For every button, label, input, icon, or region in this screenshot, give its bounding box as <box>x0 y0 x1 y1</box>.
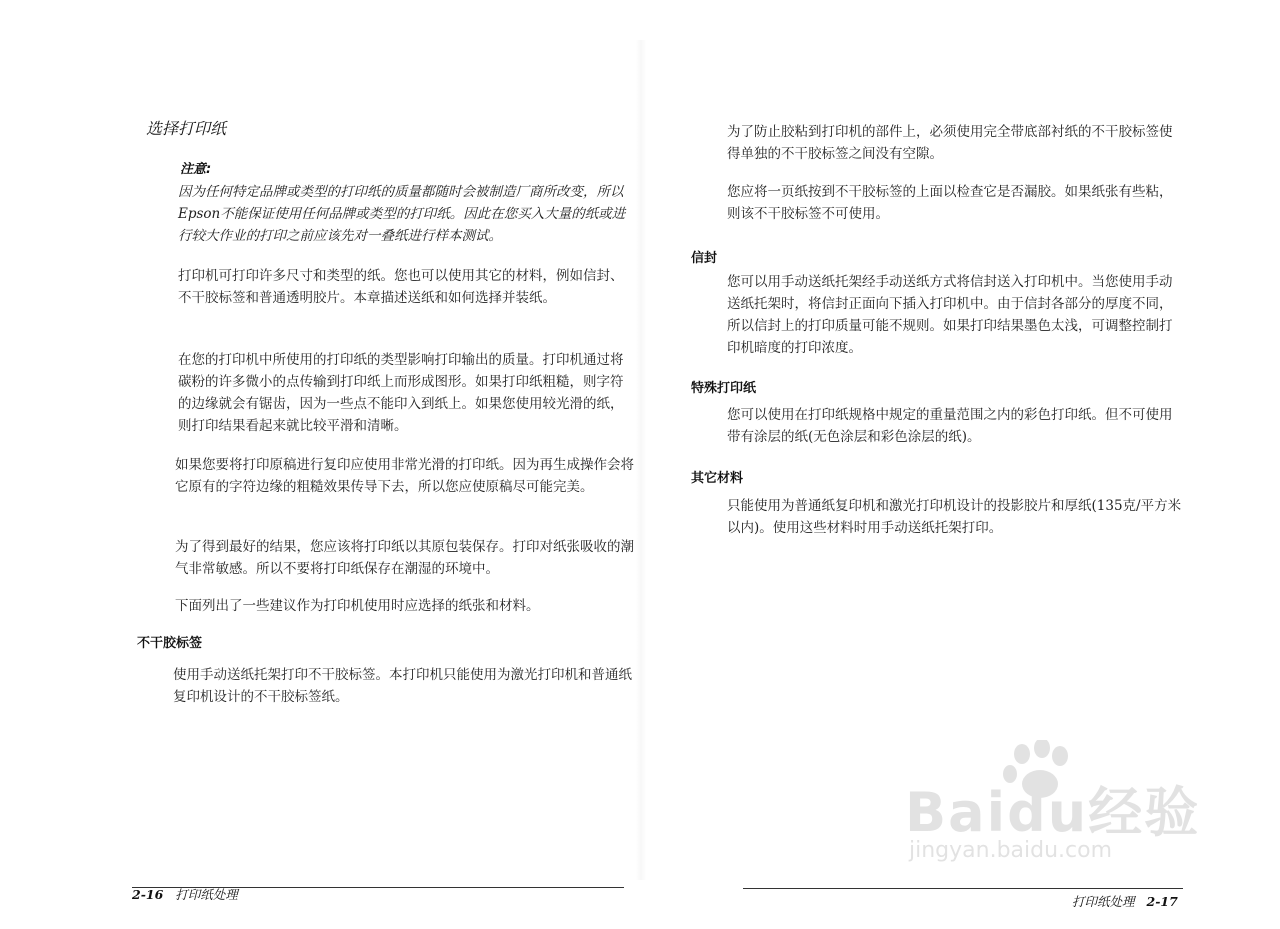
page-number: 2-17 <box>1146 894 1178 909</box>
watermark-brand: Baidu经验 <box>905 781 1201 844</box>
chapter-title: 打印纸处理 <box>1072 894 1135 909</box>
paragraph-labels: 使用手动送纸托架打印不干胶标签。本打印机只能使用为激光打印机和普通纸复印机设计的不干胶标签纸。 <box>173 667 632 705</box>
heading-special-paper: 特殊打印纸 <box>691 381 757 396</box>
paragraph-paper-quality: 在您的打印机中所使用的打印纸的类型影响打印输出的质量。打印机通过将碳粉的许多微小的点传输到打印纸上而形成图形。如果打印纸粗糙，则字符的边缘就会有锯齿，因为一些点不能印入到纸上。如果您使用较光滑的纸，则打印结果看起来就比较平滑和清晰。 <box>178 352 624 434</box>
heading-envelopes: 信封 <box>691 251 718 266</box>
note-text: 因为任何特定品牌或类型的打印纸的质量都随时会被制造厂商所改变，所以Epson不能保证使用任何品牌或类型的打印纸。因此在您买入大量的纸或进行较大作业的打印之前应该先对一叠纸进行样本测试。 <box>178 184 626 244</box>
paragraph-paper-types: 打印机可打印许多尺寸和类型的纸。您也可以使用其它的材料，例如信封、不干胶标签和普通透明胶片。本章描述送纸和如何选择并装纸。 <box>178 268 624 306</box>
note-label: 注意: <box>180 162 212 177</box>
page-footer-left <box>132 885 238 903</box>
page-number: 2-16 <box>132 887 164 902</box>
paragraph-special-paper: 您可以使用在打印纸规格中规定的重量范围之内的彩色打印纸。但不可使用带有涂层的纸(无色涂层和彩色涂层的纸)。 <box>727 407 1173 445</box>
paragraph-copy-originals: 如果您要将打印原稿进行复印应使用非常光滑的打印纸。因为再生成操作会将它原有的字符边缘的粗糙效果传导下去，所以您应使原稿尽可能完美。 <box>175 457 634 495</box>
footer-rule <box>743 888 1183 889</box>
heading-other-materials: 其它材料 <box>691 471 744 486</box>
section-title: 选择打印纸 <box>146 119 227 138</box>
paragraph-recommendations: 下面列出了一些建议作为打印机使用时应选择的纸张和材料。 <box>175 598 540 614</box>
page-footer-right <box>1072 892 1178 910</box>
baidu-watermark <box>905 740 1205 880</box>
chapter-title: 打印纸处理 <box>175 887 238 902</box>
paragraph-labels-check: 您应将一页纸按到不干胶标签的上面以检查它是否漏胶。如果纸张有些粘，则该不干胶标签不可使用。 <box>727 184 1173 222</box>
heading-labels: 不干胶标签 <box>137 636 203 651</box>
paragraph-other-materials: 只能使用为普通纸复印机和激光打印机设计的投影胶片和厚纸(135克/平方米以内)。使用这些材料时用手动送纸托架打印。 <box>727 498 1182 536</box>
watermark-url: jingyan.baidu.com <box>909 838 1113 863</box>
paragraph-labels-backing: 为了防止胶粘到打印机的部件上，必须使用完全带底部衬纸的不干胶标签使得单独的不干胶标签之间没有空隙。 <box>727 124 1173 162</box>
paragraph-storage: 为了得到最好的结果，您应该将打印纸以其原包装保存。打印对纸张吸收的潮气非常敏感。所以不要将打印纸保存在潮湿的环境中。 <box>175 539 634 577</box>
paragraph-envelopes: 您可以用手动送纸托架经手动送纸方式将信封送入打印机中。当您使用手动送纸托架时，将信封正面向下插入打印机中。由于信封各部分的厚度不同，所以信封上的打印质量可能不规则。如果打印结果墨色太浅，可调整控制打印机暗度的打印浓度。 <box>727 274 1173 356</box>
